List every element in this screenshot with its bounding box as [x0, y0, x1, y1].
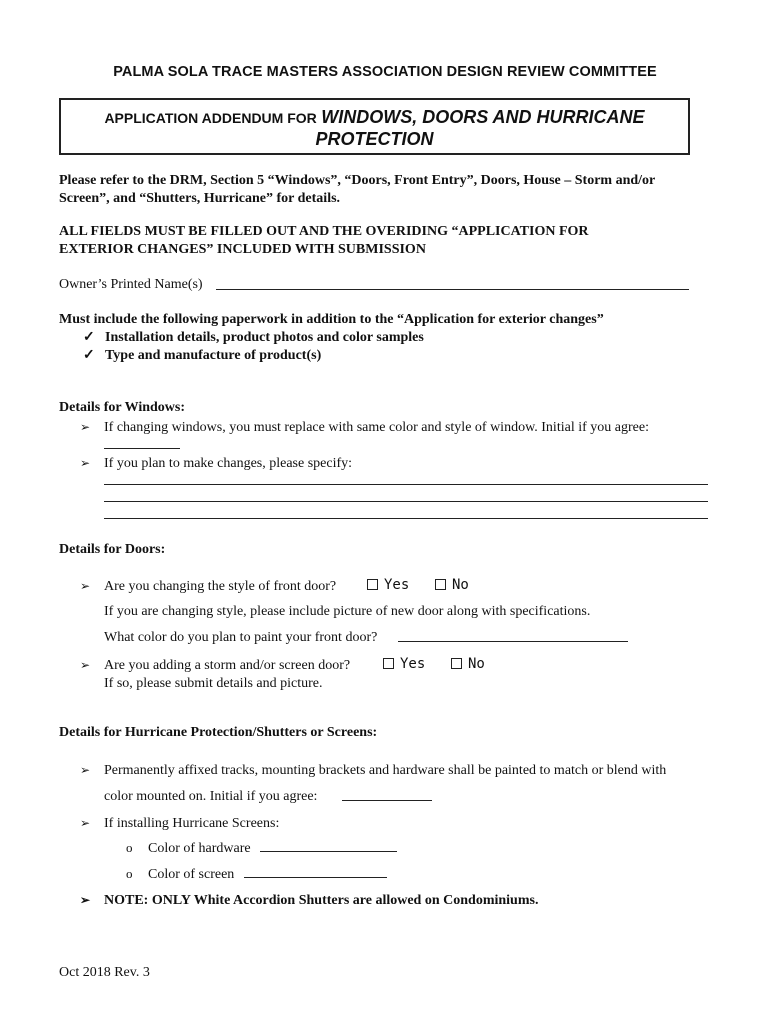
revision-footer: Oct 2018 Rev. 3 — [59, 965, 150, 980]
intro-text — [59, 172, 719, 208]
windows-item-2: ➢ If you plan to make changes, please specify: — [80, 456, 353, 471]
addendum-label: APPLICATION ADDENDUM FOR — [104, 110, 317, 126]
windows-specify-line-3[interactable] — [104, 518, 708, 519]
windows-specify-line-2[interactable] — [104, 501, 708, 502]
arrow-bullet-icon: ➢ — [80, 893, 91, 907]
required-line-2: EXTERIOR CHANGES” INCLUDED WITH SUBMISSION — [59, 242, 426, 257]
doors-q2-no[interactable]: No — [451, 655, 485, 673]
hardware-color-field[interactable] — [260, 851, 397, 852]
windows-initial-field[interactable] — [104, 448, 180, 449]
arrow-bullet-icon: ➢ — [80, 816, 91, 830]
screen-color-field[interactable] — [244, 877, 387, 878]
checkbox-icon[interactable] — [451, 658, 462, 669]
windows-heading: Details for Windows: — [59, 400, 186, 415]
doors-q1: ➢ Are you changing the style of front door? — [80, 579, 337, 594]
hurricane-initial-field[interactable] — [342, 800, 432, 801]
hurricane-note: ➢ NOTE: ONLY White Accordion Shutters are allowed on Condominiums. — [80, 893, 539, 908]
hurricane-item-1-cont: color mounted on. Initial if you agree: — [104, 789, 318, 804]
arrow-bullet-icon: ➢ — [80, 420, 91, 434]
required-line-1: ALL FIELDS MUST BE FILLED OUT AND THE OVERIDING “APPLICATION FOR — [59, 224, 589, 239]
windows-item-1: ➢ If changing windows, you must replace with same color and style of window. Initial if you agree: — [80, 420, 649, 435]
addendum-subject-line2: PROTECTION — [315, 129, 434, 149]
hurricane-heading: Details for Hurricane Protection/Shutters or Screens: — [59, 725, 378, 740]
circle-bullet-icon: o — [126, 866, 133, 881]
check-icon: ✓ — [83, 348, 95, 363]
checkbox-icon[interactable] — [367, 579, 378, 590]
doors-q2-note: If so, please submit details and picture. — [104, 676, 323, 691]
owner-name-row — [59, 276, 203, 294]
windows-specify-line-1[interactable] — [104, 484, 708, 485]
owner-name-field[interactable] — [216, 289, 689, 290]
addendum-subject: WINDOWS, DOORS AND HURRICANE — [321, 107, 645, 127]
doors-q2: ➢ Are you adding a storm and/or screen door? — [80, 658, 351, 673]
check-icon: ✓ — [83, 330, 95, 345]
arrow-bullet-icon: ➢ — [80, 456, 91, 470]
doors-color-label: What color do you plan to paint your front door? — [104, 630, 378, 645]
hurricane-sub-2: o Color of screen — [126, 866, 235, 882]
required-notice — [59, 223, 719, 259]
checkbox-icon[interactable] — [383, 658, 394, 669]
hurricane-item-1: ➢ Permanently affixed tracks, mounting brackets and hardware shall be painted to match or blend with — [80, 763, 667, 778]
intro-line-2: Screen”, and “Shutters, Hurricane” for details. — [59, 191, 341, 206]
arrow-bullet-icon: ➢ — [80, 579, 91, 593]
doors-q1-note: If you are changing style, please include picture of new door along with specifications. — [104, 604, 591, 619]
doors-heading: Details for Doors: — [59, 542, 166, 557]
hurricane-sub-1: o Color of hardware — [126, 840, 251, 856]
arrow-bullet-icon: ➢ — [80, 658, 91, 672]
addendum-title-box — [59, 98, 690, 155]
page-title: PALMA SOLA TRACE MASTERS ASSOCIATION DESIGN REVIEW COMMITTEE — [113, 64, 657, 80]
checkbox-icon[interactable] — [435, 579, 446, 590]
paperwork-item-2: ✓ Type and manufacture of product(s) — [83, 348, 322, 363]
arrow-bullet-icon: ➢ — [80, 763, 91, 777]
hurricane-item-2: ➢ If installing Hurricane Screens: — [80, 816, 280, 831]
intro-line-1: Please refer to the DRM, Section 5 “Windows”, “Doors, Front Entry”, Doors, House – Storm and/or — [59, 173, 656, 188]
paperwork-item-1: ✓ Installation details, product photos and color samples — [83, 330, 424, 345]
doors-q1-no[interactable]: No — [435, 576, 469, 594]
doors-color-field[interactable] — [398, 641, 628, 642]
owner-name-label: Owner’s Printed Name(s) — [59, 277, 203, 292]
circle-bullet-icon: o — [126, 840, 133, 855]
doors-q1-yes[interactable]: Yes — [367, 576, 409, 594]
paperwork-heading: Must include the following paperwork in addition to the “Application for exterior changes” — [59, 312, 604, 327]
doors-q2-yes[interactable]: Yes — [383, 655, 425, 673]
